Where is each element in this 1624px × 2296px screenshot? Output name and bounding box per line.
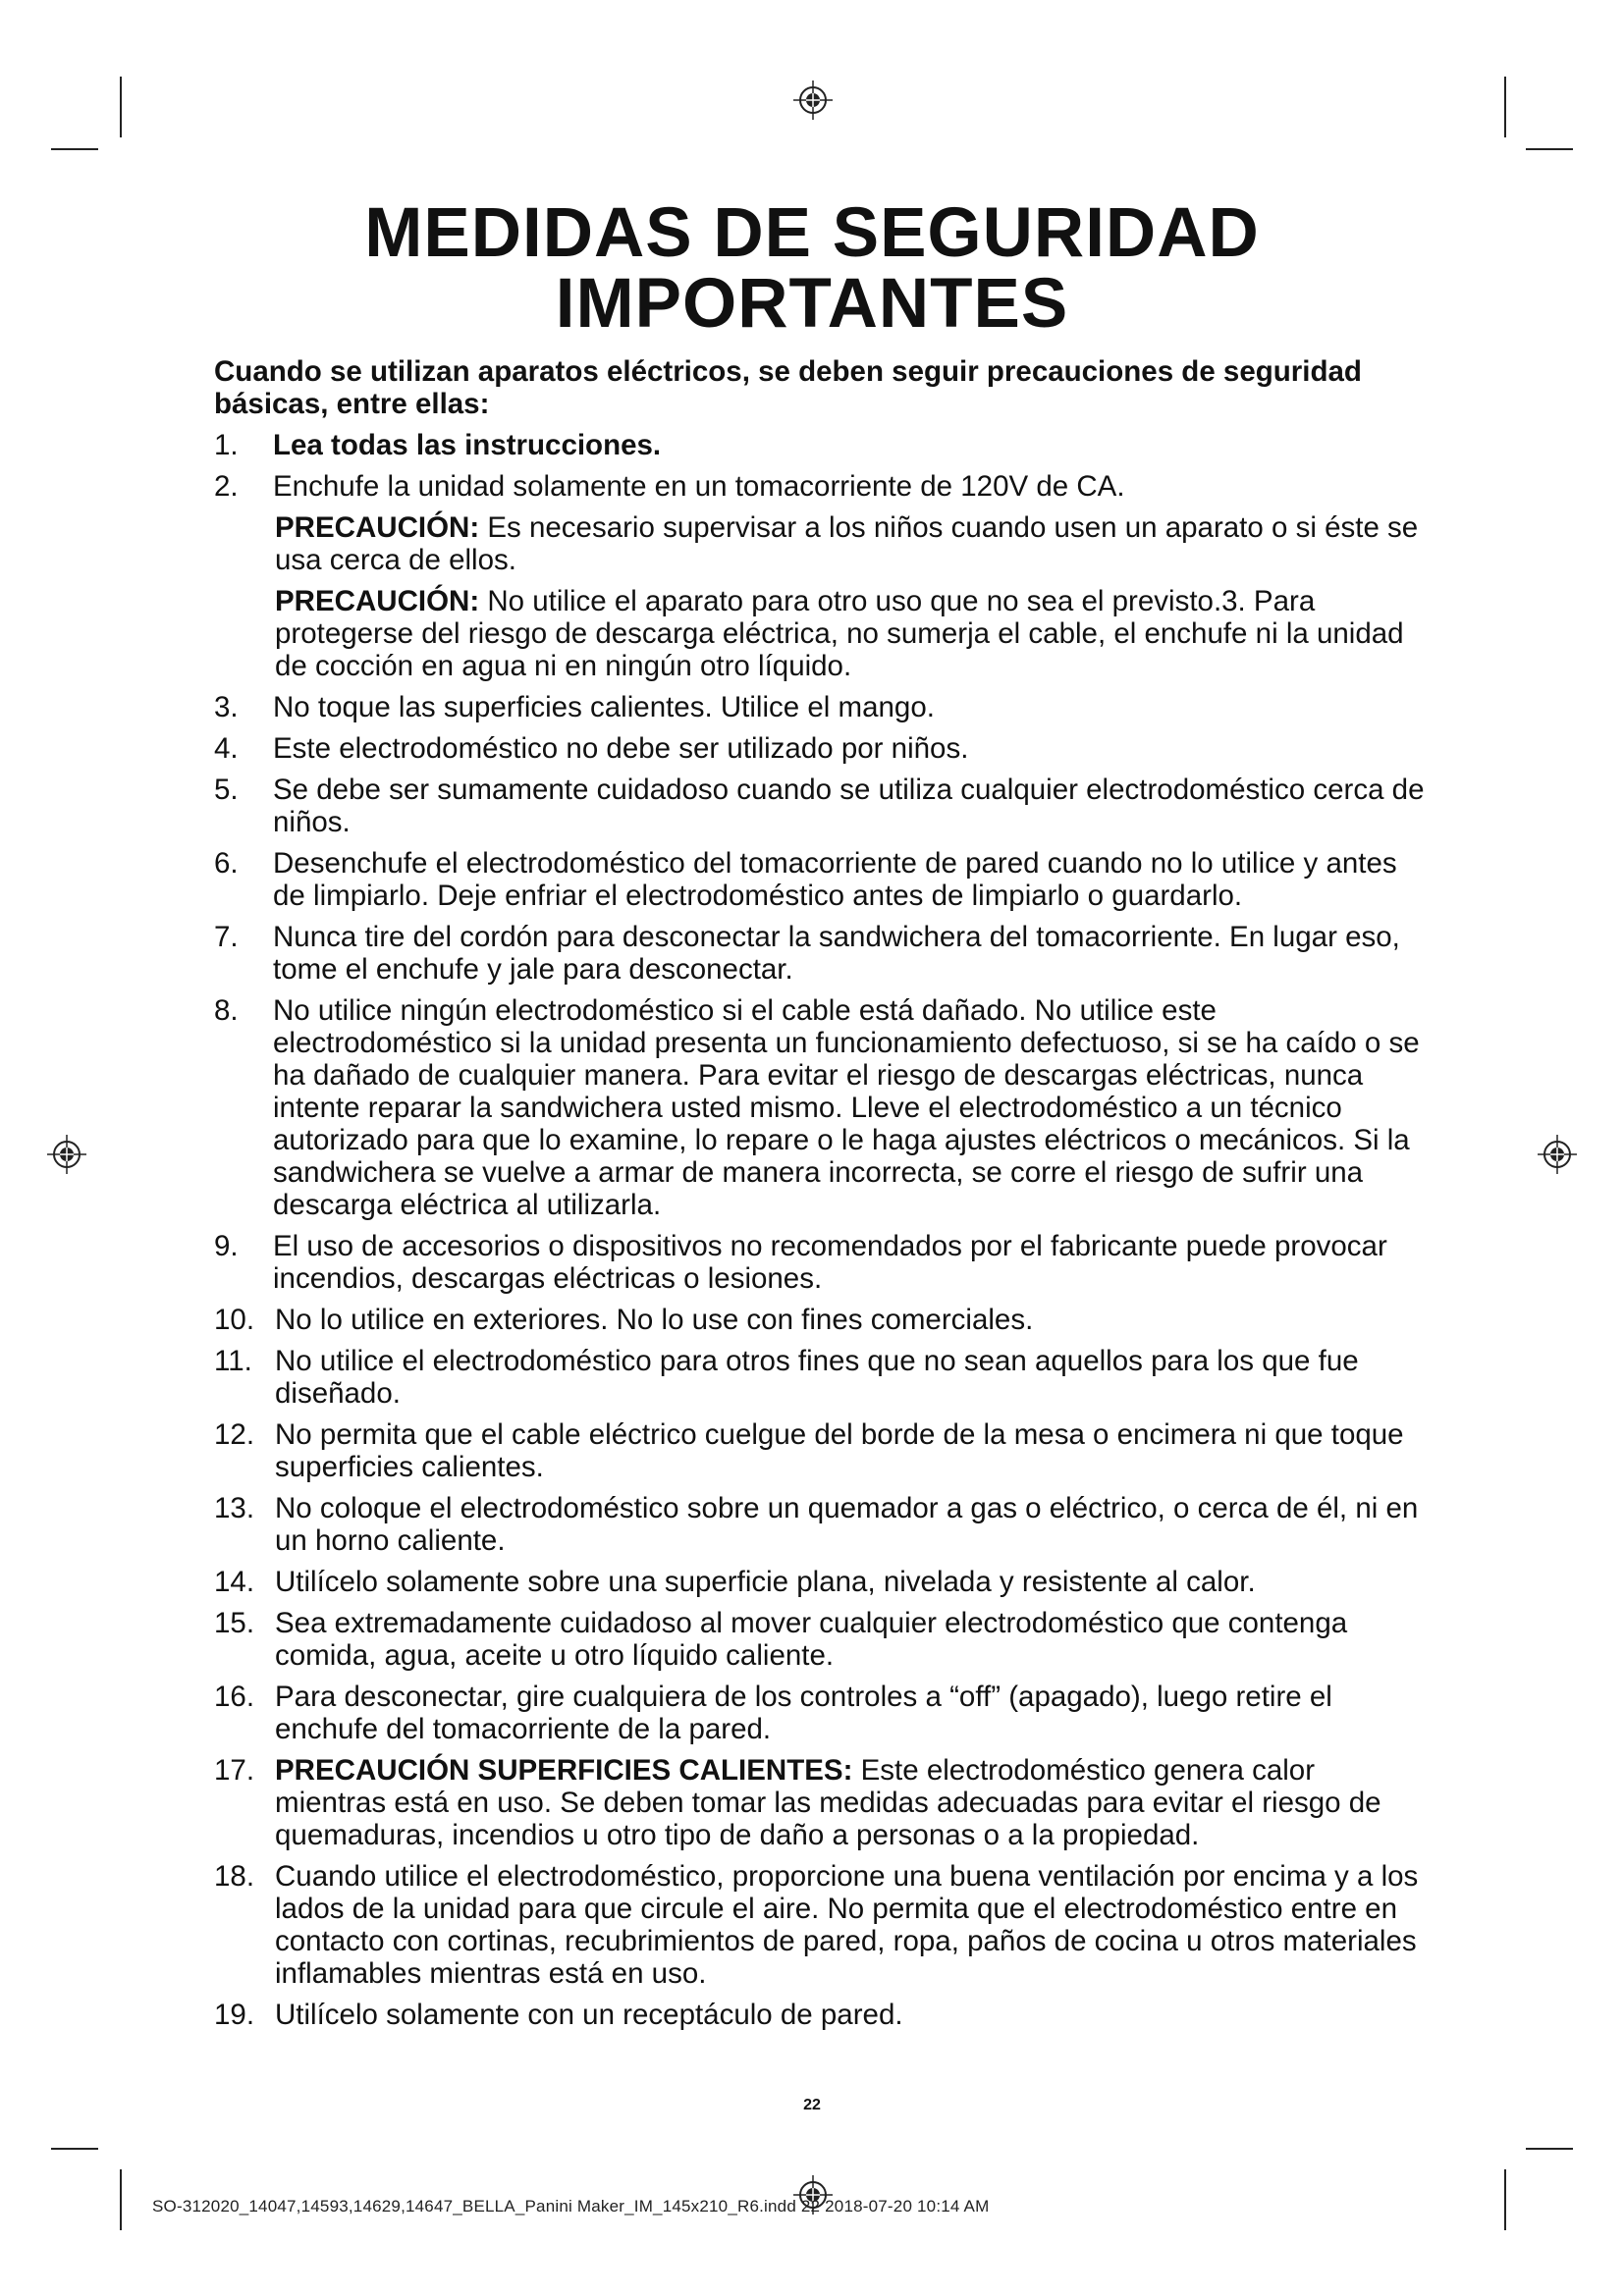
caution-notes bbox=[214, 511, 1432, 682]
crop-mark bbox=[120, 2169, 122, 2230]
crop-mark bbox=[120, 77, 122, 137]
list-item bbox=[214, 994, 1432, 1221]
caution-label: PRECAUCIÓN: bbox=[275, 585, 480, 617]
list-item bbox=[214, 1304, 1432, 1336]
print-slug: SO-312020_14047,14593,14629,14647_BELLA_Panini Maker_IM_145x210_R6.indd 22 2018-07-20 10:14 AM bbox=[152, 2197, 990, 2216]
list-item-text: Utilícelo solamente sobre una superficie plana, nivelada y resistente al calor. bbox=[275, 1566, 1256, 1598]
list-item bbox=[214, 732, 1432, 765]
caution-label: PRECAUCIÓN: bbox=[275, 511, 480, 544]
crop-mark bbox=[1504, 2169, 1506, 2230]
list-item-text: Sea extremadamente cuidadoso al mover cualquier electrodoméstico que contenga comida, agua, aceite u otro líquido caliente. bbox=[275, 1607, 1348, 1672]
intro-text: Cuando se utilizan aparatos eléctricos, se deben seguir precauciones de seguridad básicas, entre ellas: bbox=[214, 355, 1362, 420]
caution-text: Es necesario supervisar a los niños cuando usen un aparato o si éste se usa cerca de ellos. bbox=[275, 511, 1419, 576]
caution-note bbox=[214, 585, 1432, 682]
list-item-text: Nunca tire del cordón para desconectar la sandwichera del tomacorriente. En lugar eso, tome el enchufe y jale para desconectar. bbox=[273, 921, 1400, 986]
list-item bbox=[214, 691, 1432, 723]
page-title-line-1: MEDIDAS DE SEGURIDAD bbox=[364, 194, 1260, 272]
list-item-text: No utilice ningún electrodoméstico si el cable está dañado. No utilice este electrodoméstico si la unidad presenta un funcionamiento defectuoso, si se ha caído o se ha dañado de cualquier manera. Para evitar el riesgo de descargas eléctricas, nunca intente reparar la sandwichera usted mismo. Lleve el electrodoméstico a un técnico autorizado para que lo examine, lo repare o le haga ajustes eléctricos o mecánicos. Si la sandwichera se vuelve a armar de manera incorrecta, se corre el riesgo de sufrir una descarga eléctrica al utilizarla. bbox=[273, 994, 1420, 1221]
crop-mark bbox=[1526, 2148, 1573, 2150]
list-item-number: 13. bbox=[214, 1492, 255, 1524]
list-item bbox=[214, 470, 1432, 503]
list-item-number: 2. bbox=[214, 470, 239, 503]
list-item-text: El uso de accesorios o dispositivos no recomendados por el fabricante puede provocar incendios, descargas eléctricas o lesiones. bbox=[273, 1230, 1387, 1295]
list-item-number: 17. bbox=[214, 1754, 255, 1787]
caution-text: No utilice el aparato para otro uso que no sea el previsto.3. Para protegerse del riesgo de descarga eléctrica, no sumerja el cable, el enchufe ni la unidad de cocción en agua ni en ningún otro líquido. bbox=[275, 585, 1404, 682]
list-item-number: 18. bbox=[214, 1860, 255, 1893]
list-item bbox=[214, 1607, 1432, 1672]
list-item-lead: Lea todas las instrucciones. bbox=[273, 429, 662, 461]
safety-instructions bbox=[214, 355, 1432, 2040]
list-item bbox=[214, 1230, 1432, 1295]
list-item-number: 14. bbox=[214, 1566, 255, 1598]
page-title-line-2: IMPORTANTES bbox=[555, 265, 1069, 343]
list-item bbox=[214, 1492, 1432, 1557]
list-item bbox=[214, 1418, 1432, 1483]
list-item bbox=[214, 1566, 1432, 1598]
list-item-text: No coloque el electrodoméstico sobre un quemador a gas o eléctrico, o cerca de él, ni en un horno caliente. bbox=[275, 1492, 1419, 1557]
list-item-text: No permita que el cable eléctrico cuelgue del borde de la mesa o encimera ni que toque superficies calientes. bbox=[275, 1418, 1404, 1483]
list-item-number: 6. bbox=[214, 847, 239, 880]
list-item bbox=[214, 429, 1432, 461]
list-item bbox=[214, 1681, 1432, 1745]
list-item-number: 9. bbox=[214, 1230, 239, 1262]
list-item bbox=[214, 921, 1432, 986]
list-item-text: Para desconectar, gire cualquiera de los controles a “off” (apagado), luego retire el enchufe del tomacorriente de la pared. bbox=[275, 1681, 1332, 1745]
list-item-number: 16. bbox=[214, 1681, 255, 1713]
list-item-text: Desenchufe el electrodoméstico del tomacorriente de pared cuando no lo utilice y antes de limpiarlo. Deje enfriar el electrodoméstico antes de limpiarlo o guardarlo. bbox=[273, 847, 1397, 912]
crop-mark bbox=[51, 2148, 98, 2150]
list-item-number: 10. bbox=[214, 1304, 255, 1336]
list-item-lead: PRECAUCIÓN SUPERFICIES CALIENTES: bbox=[275, 1754, 853, 1787]
caution-note bbox=[214, 511, 1432, 576]
list-item-number: 8. bbox=[214, 994, 239, 1027]
list-item-number: 15. bbox=[214, 1607, 255, 1639]
list-item-number: 1. bbox=[214, 429, 239, 461]
instruction-list bbox=[214, 691, 1432, 2031]
list-item-text: Utilícelo solamente con un receptáculo de pared. bbox=[275, 1999, 903, 2031]
list-item-text: Se debe ser sumamente cuidadoso cuando se utiliza cualquier electrodoméstico cerca de niños. bbox=[273, 774, 1425, 838]
list-item bbox=[214, 1754, 1432, 1851]
list-item-number: 19. bbox=[214, 1999, 255, 2031]
instruction-list-top bbox=[214, 429, 1432, 503]
list-item-number: 12. bbox=[214, 1418, 255, 1451]
list-item bbox=[214, 774, 1432, 838]
registration-mark-icon bbox=[791, 79, 835, 122]
list-item-text: Cuando utilice el electrodoméstico, proporcione una buena ventilación por encima y a los lados de la unidad para que circule el aire. No permita que el electrodoméstico entre en contacto con cortinas, recubrimientos de pared, ropa, paños de cocina u otros materiales inflamables mientras está en uso. bbox=[275, 1860, 1419, 1990]
list-item bbox=[214, 1860, 1432, 1990]
list-item-number: 3. bbox=[214, 691, 239, 723]
list-item-text: No utilice el electrodoméstico para otros fines que no sean aquellos para los que fue diseñado. bbox=[275, 1345, 1359, 1410]
list-item-text: Este electrodoméstico genera calor mientras está en uso. Se deben tomar las medidas adecuadas para evitar el riesgo de quemaduras, incendios u otro tipo de daño a personas o a la propiedad. bbox=[275, 1754, 1381, 1851]
list-item-number: 5. bbox=[214, 774, 239, 806]
list-item-text: No lo utilice en exteriores. No lo use con fines comerciales. bbox=[275, 1304, 1034, 1336]
crop-mark bbox=[1504, 77, 1506, 137]
page-number: 22 bbox=[803, 2097, 821, 2113]
list-item-text: Enchufe la unidad solamente en un tomacorriente de 120V de CA. bbox=[273, 470, 1125, 503]
list-item-text: Este electrodoméstico no debe ser utilizado por niños. bbox=[273, 732, 969, 765]
list-item-number: 7. bbox=[214, 921, 239, 953]
list-item bbox=[214, 1345, 1432, 1410]
crop-mark bbox=[51, 148, 98, 150]
registration-mark-icon bbox=[1536, 1133, 1579, 1176]
list-item-number: 11. bbox=[214, 1345, 252, 1377]
registration-mark-icon bbox=[45, 1133, 88, 1176]
list-item bbox=[214, 1999, 1432, 2031]
crop-mark bbox=[1526, 148, 1573, 150]
page-title bbox=[0, 194, 1624, 343]
list-item bbox=[214, 847, 1432, 912]
list-item-number: 4. bbox=[214, 732, 239, 765]
list-item-text: No toque las superficies calientes. Utilice el mango. bbox=[273, 691, 935, 723]
